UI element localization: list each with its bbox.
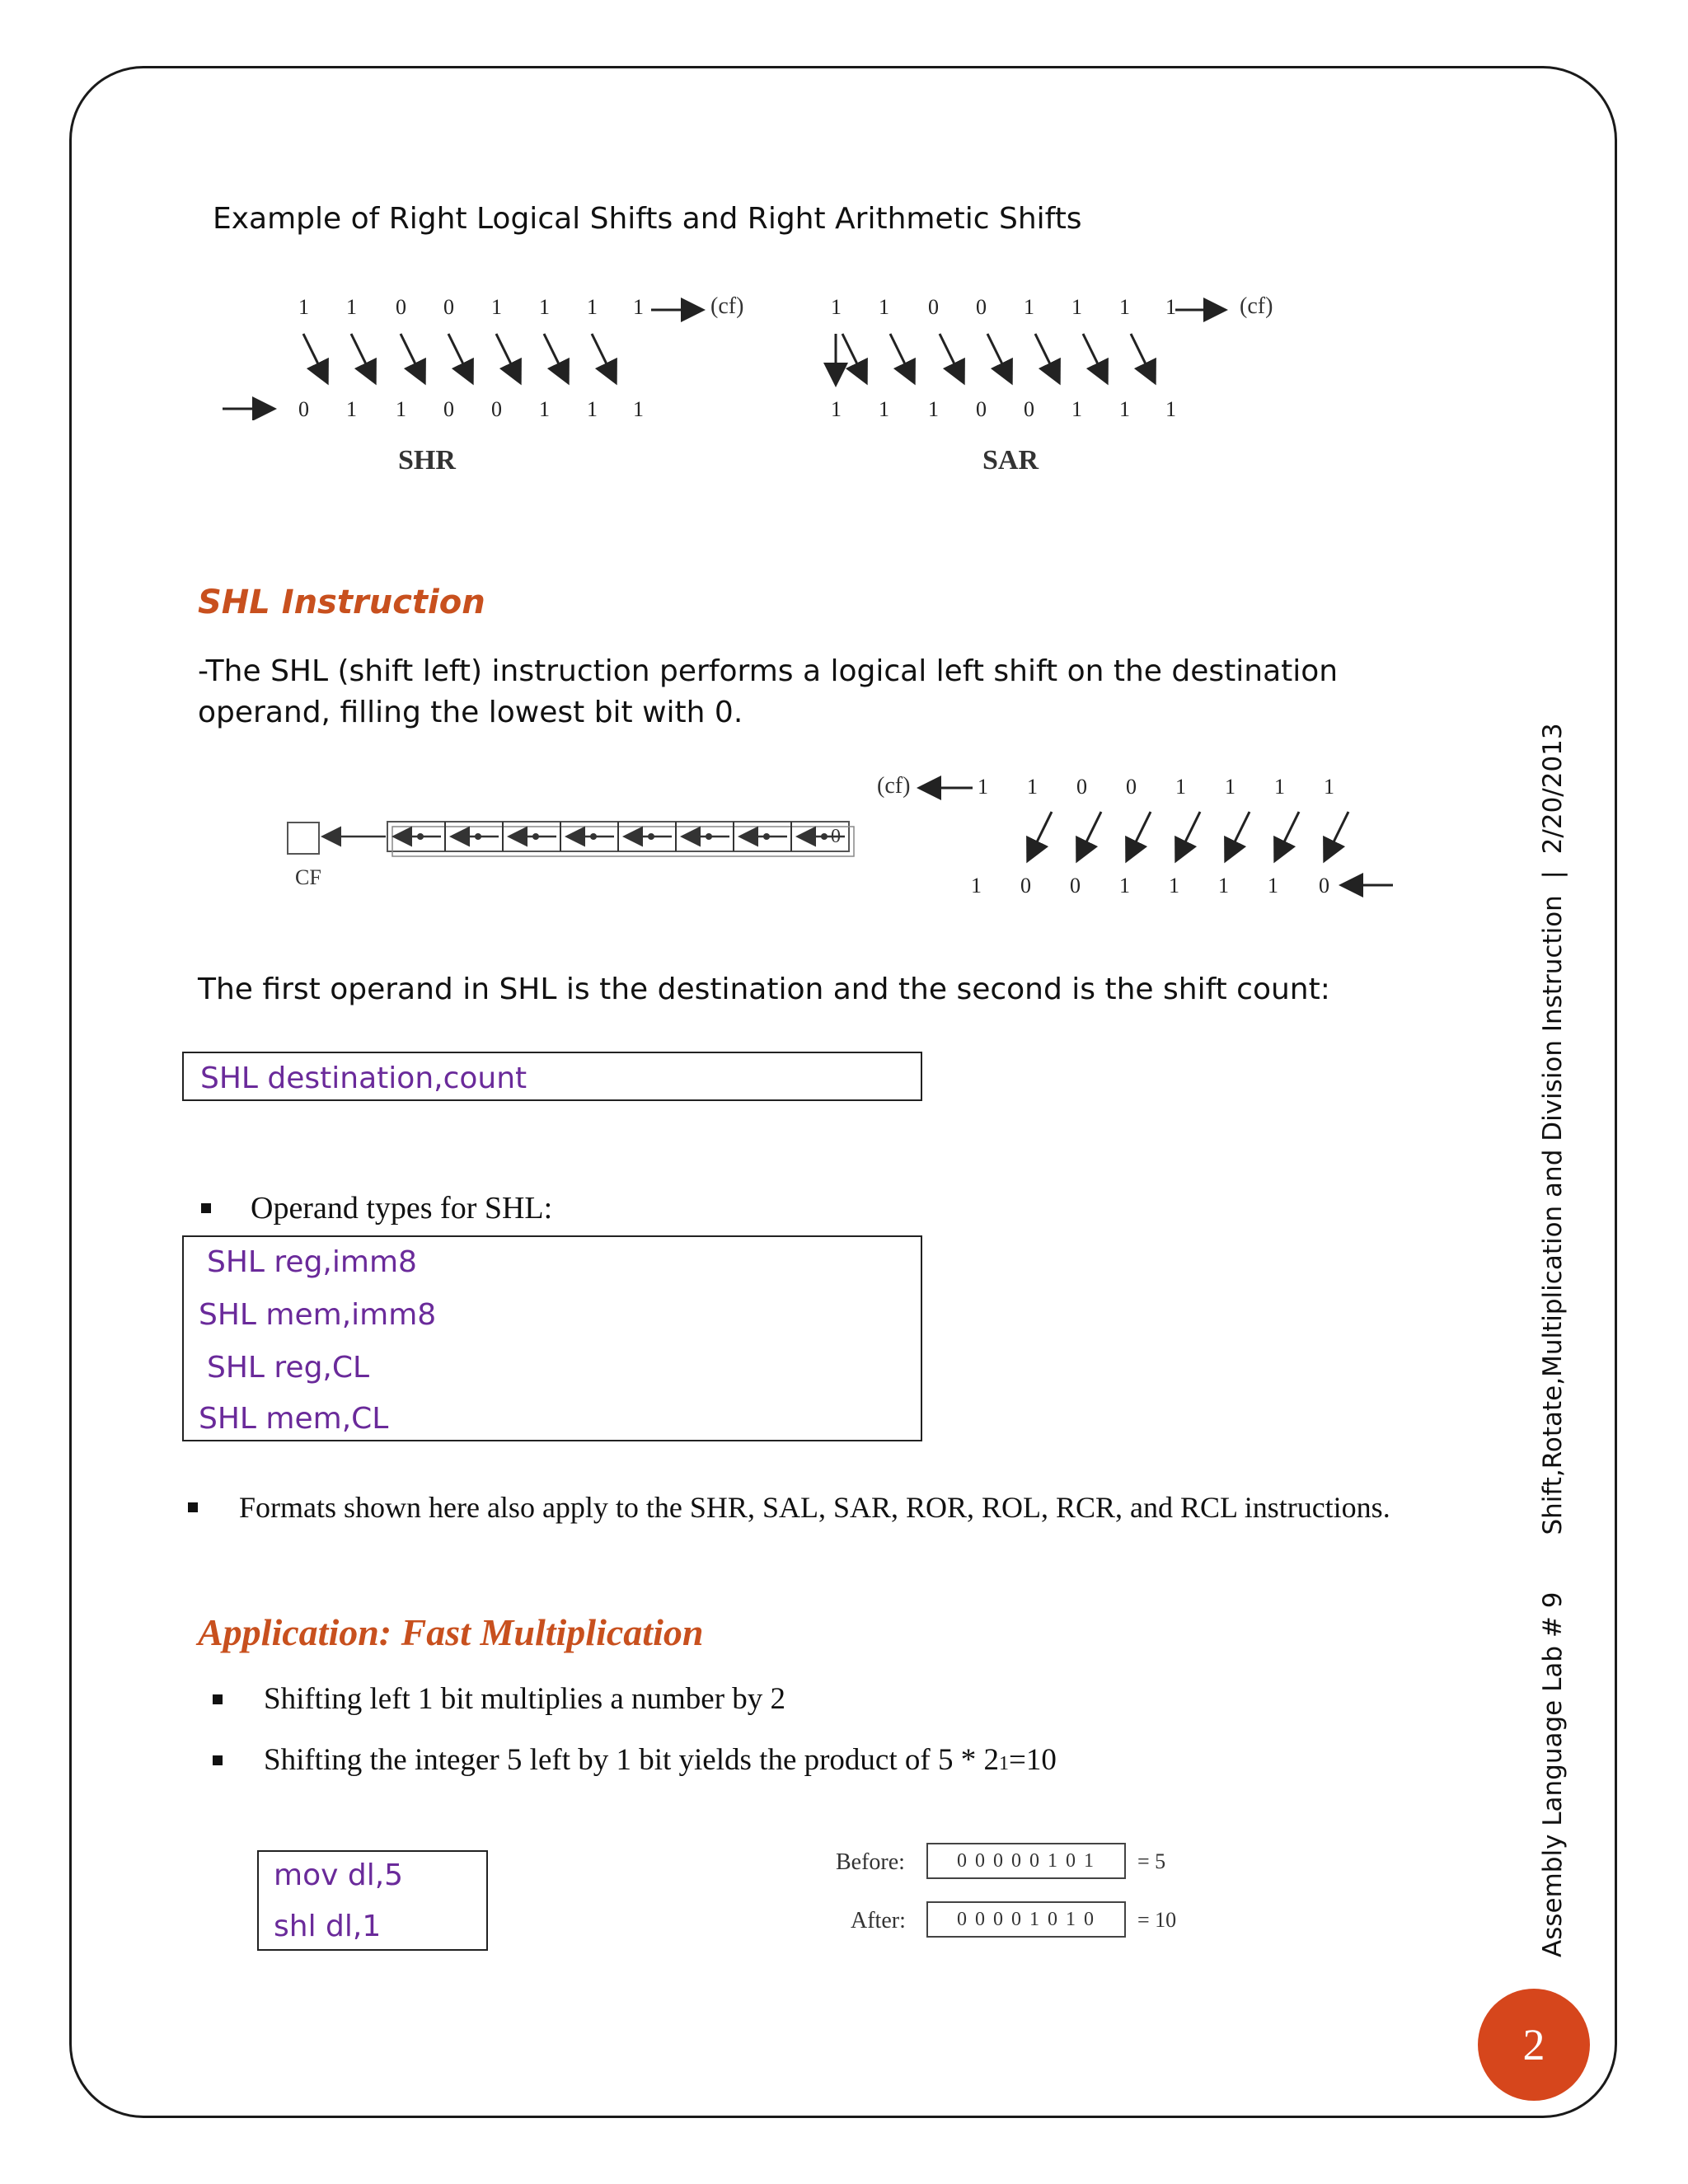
bit: 1 <box>346 397 357 421</box>
code-box <box>257 1850 488 1951</box>
bit: 1 <box>539 397 550 421</box>
sar-label: SAR <box>982 445 1039 476</box>
after-register <box>926 1901 1126 1938</box>
bit: 0 <box>1076 775 1087 799</box>
shr-bottom-bits <box>298 397 645 424</box>
bit: 1 <box>1071 295 1082 319</box>
syntax-text: SHL destination,count <box>200 1062 528 1095</box>
zero-in-label: 0 <box>831 826 841 847</box>
shl-heading: SHL Instruction <box>198 583 485 621</box>
application-bullet-text <box>264 1742 1057 1778</box>
bit: 1 <box>396 397 406 421</box>
bit: 1 <box>633 295 644 319</box>
syntax-box <box>182 1052 922 1101</box>
operand-types-box <box>182 1235 922 1441</box>
bit: 0 <box>1024 397 1034 421</box>
cf-label: CF <box>295 865 321 889</box>
bullet-icon <box>213 1694 223 1704</box>
figure-caption: Example of Right Logical Shifts and Right Arithmetic Shifts <box>213 202 1082 236</box>
bit: 1 <box>1027 775 1038 799</box>
bit: 1 <box>1119 397 1130 421</box>
bit: 1 <box>346 295 357 319</box>
bit: 1 <box>1119 295 1130 319</box>
shl-bottom-bits <box>971 874 1334 900</box>
bit: 0 <box>443 397 454 421</box>
bit: 1 <box>1165 295 1176 319</box>
bit: 0 <box>976 397 987 421</box>
page-number-badge: 2 <box>1478 1989 1590 2101</box>
bit: 1 <box>1119 874 1130 898</box>
operand-type-row: SHL mem,imm8 <box>199 1298 437 1332</box>
bit: 1 <box>1225 775 1236 799</box>
sar-bottom-bits <box>831 397 1177 424</box>
bit: 0 <box>491 397 502 421</box>
before-register <box>926 1843 1126 1879</box>
operand-types-bullet <box>201 1190 552 1226</box>
operand-type-row: SHL mem,CL <box>199 1402 389 1436</box>
bullet-icon <box>201 1203 211 1213</box>
before-label: Before: <box>836 1849 905 1875</box>
operand-intro: The first operand in SHL is the destination and the second is the shift count: <box>198 972 1330 1006</box>
operand-type-row: SHL reg,imm8 <box>207 1245 417 1279</box>
bit: 0 <box>443 295 454 319</box>
bit: 0 <box>1319 874 1329 898</box>
bit: 1 <box>587 397 598 421</box>
bit: 1 <box>539 295 550 319</box>
bit: 0 <box>928 295 939 319</box>
bit: 0 <box>396 295 406 319</box>
shr-carry-label: (cf) <box>710 293 744 319</box>
bit: 1 <box>879 397 889 421</box>
code-line: mov dl,5 <box>274 1858 404 1892</box>
bit: 0 <box>298 397 309 421</box>
formats-note-bullet <box>188 1490 1390 1525</box>
bit: 1 <box>491 295 502 319</box>
bullet-main-text: Shifting the integer 5 left by 1 bit yields the product of 5 * 2 <box>264 1743 999 1777</box>
sar-carry-label: (cf) <box>1240 293 1273 319</box>
bit: 1 <box>1175 775 1186 799</box>
bit: 1 <box>1165 397 1176 421</box>
bit: 1 <box>1274 775 1285 799</box>
bit: 1 <box>298 295 309 319</box>
bit: 1 <box>633 397 644 421</box>
bit: 1 <box>1218 874 1229 898</box>
bit: 1 <box>978 775 988 799</box>
application-heading: Application: Fast Multiplication <box>198 1611 704 1653</box>
bit: 1 <box>879 295 889 319</box>
bit: 1 <box>831 295 842 319</box>
bit: 1 <box>1169 874 1179 898</box>
bullet-icon <box>213 1755 223 1765</box>
formats-note: Formats shown here also apply to the SHR, SAL, SAR, ROR, ROL, RCR, and RCL instructions. <box>239 1491 1390 1524</box>
bit: 0 <box>1020 874 1031 898</box>
application-bullet-1 <box>213 1681 785 1717</box>
after-value: = 10 <box>1137 1908 1177 1932</box>
application-bullet-2 <box>213 1742 1057 1778</box>
shl-description: -The SHL (shift left) instruction performs a logical left shift on the destination operand, filling the lowest bit with 0. <box>198 654 1339 729</box>
bit: 1 <box>971 874 982 898</box>
bit: 1 <box>1024 295 1034 319</box>
application-bullet-text: Shifting left 1 bit multiplies a number by 2 <box>264 1682 786 1716</box>
after-bits: 0 0 0 0 1 0 1 0 <box>957 1908 1095 1930</box>
register-shift-left <box>313 812 857 869</box>
before-value: = 5 <box>1137 1849 1166 1873</box>
before-bits: 0 0 0 0 0 1 0 1 <box>957 1849 1095 1872</box>
shl-carry-label: (cf) <box>877 773 911 799</box>
shr-label: SHR <box>398 445 456 476</box>
bit: 0 <box>1126 775 1137 799</box>
bit: 1 <box>1268 874 1278 898</box>
bit: 1 <box>928 397 939 421</box>
bit: 1 <box>831 397 842 421</box>
code-line: shl dl,1 <box>274 1910 382 1943</box>
exponent: 1 <box>998 1753 1009 1774</box>
result-text: =10 <box>1008 1743 1057 1777</box>
bit: 1 <box>587 295 598 319</box>
operand-type-row: SHL reg,CL <box>207 1351 370 1385</box>
operand-types-label: Operand types for SHL: <box>251 1191 553 1226</box>
bit: 0 <box>1070 874 1081 898</box>
bit: 0 <box>976 295 987 319</box>
sidebar-running-header: Assembly Language Lab # 9 Shift,Rotate,Multiplication and Division Instruction | 2/20/2013 <box>1538 723 1568 1957</box>
bit: 1 <box>1324 775 1334 799</box>
bullet-icon <box>188 1502 198 1512</box>
after-label: After: <box>851 1908 906 1933</box>
bit: 1 <box>1071 397 1082 421</box>
